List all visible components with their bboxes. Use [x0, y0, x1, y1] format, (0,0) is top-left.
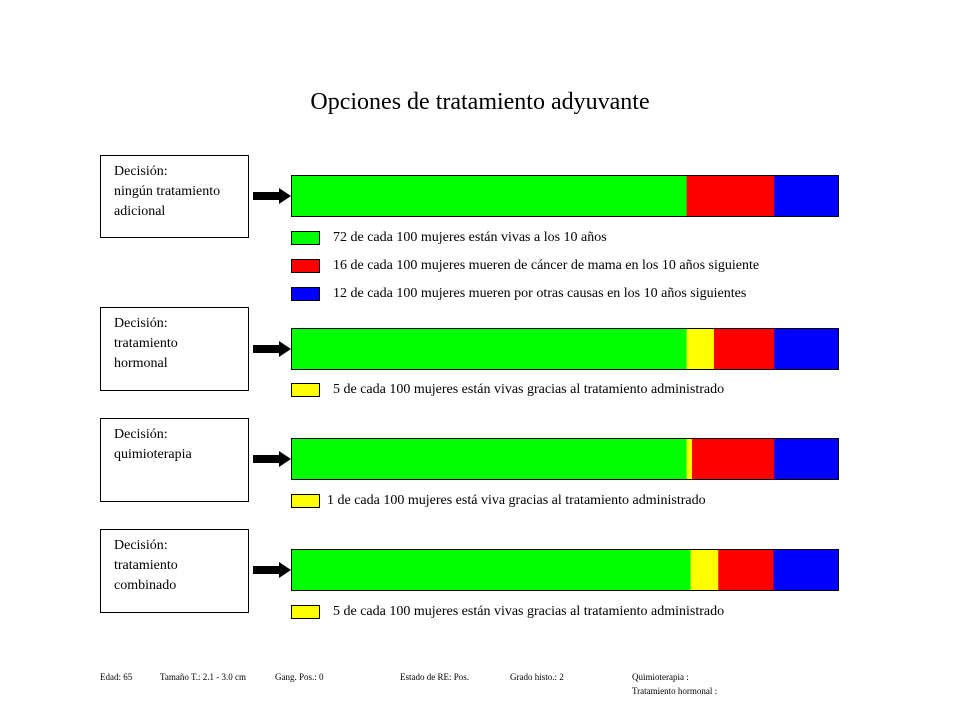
decision-label-line: ningún tratamiento	[114, 184, 221, 199]
legend-text: 16 de cada 100 mujeres mueren de cáncer de mama en los 10 años siguiente	[333, 258, 760, 273]
bar-segment-vivas	[292, 329, 687, 370]
stacked-bar	[291, 549, 839, 591]
patient-info-footer	[0, 670, 960, 710]
footer-er-status: Estado de RE: Pos.	[400, 672, 469, 682]
legend-text: 12 de cada 100 mujeres mueren por otras causas en los 10 años siguientes	[333, 286, 747, 301]
bar-segment-cancer	[687, 176, 775, 217]
bar-segment-otras	[774, 176, 839, 217]
bar-segment-otras	[774, 550, 839, 591]
bar-segment-otras	[774, 329, 839, 370]
decision-label-line: Decisión:	[114, 164, 168, 179]
legend-swatch-cancer	[291, 259, 320, 273]
legend-text: 1 de cada 100 mujeres está viva gracias al tratamiento administrado	[327, 493, 706, 508]
decision-label-line: Decisión:	[114, 538, 168, 553]
legend-swatch-tratamiento	[291, 494, 320, 508]
decision-box	[100, 155, 249, 238]
arrow-right-icon	[253, 188, 291, 204]
decision-label-line: combinado	[114, 578, 177, 593]
legend-swatch-vivas	[291, 231, 320, 245]
stacked-bar	[291, 328, 839, 370]
legend-text: 72 de cada 100 mujeres están vivas a los 10 años	[333, 230, 607, 245]
decision-box	[100, 307, 249, 391]
bar-segment-vivas	[292, 550, 691, 591]
footer-tumor-size: Tamaño T.: 2.1 - 3.0 cm	[160, 672, 247, 682]
decision-label-line: hormonal	[114, 356, 168, 371]
bar-segment-cancer	[718, 550, 774, 591]
arrow-right-icon	[253, 451, 291, 467]
arrow-right-icon	[253, 562, 291, 578]
legend-text: 5 de cada 100 mujeres están vivas gracias al tratamiento administrado	[333, 382, 725, 397]
decision-label-line: tratamiento	[114, 336, 178, 351]
footer-chemotherapy: Quimioterapia :	[632, 672, 689, 682]
legend-swatch-tratamiento	[291, 383, 320, 397]
decision-label-line: quimioterapia	[114, 447, 192, 462]
legend-text: 5 de cada 100 mujeres están vivas gracias al tratamiento administrado	[333, 604, 725, 619]
bar-segment-cancer	[692, 439, 775, 480]
decision-box	[100, 529, 249, 613]
footer-grade: Grado histo.: 2	[510, 672, 564, 682]
decision-label-line: Decisión:	[114, 316, 168, 331]
legend-swatch-tratamiento	[291, 605, 320, 619]
footer-hormone-therapy: Tratamiento hormonal :	[632, 686, 718, 696]
decision-label-line: Decisión:	[114, 427, 168, 442]
legend-swatch-otras	[291, 287, 320, 301]
footer-nodes: Gang. Pos.: 0	[275, 672, 324, 682]
decision-label-line: adicional	[114, 204, 166, 219]
bar-segment-vivas	[292, 176, 687, 217]
bar-segment-vivas	[292, 439, 687, 480]
bar-segment-tratamiento	[687, 329, 715, 370]
decision-label-line: tratamiento	[114, 558, 178, 573]
stacked-bar	[291, 175, 839, 217]
footer-age: Edad: 65	[100, 672, 133, 682]
bar-segment-tratamiento	[687, 439, 693, 480]
arrow-right-icon	[253, 341, 291, 357]
bar-segment-tratamiento	[691, 550, 719, 591]
decision-box	[100, 418, 249, 502]
bar-segment-cancer	[714, 329, 775, 370]
bar-segment-otras	[774, 439, 839, 480]
stacked-bar	[291, 438, 839, 480]
chart-title: Opciones de tratamiento adyuvante	[310, 89, 650, 115]
